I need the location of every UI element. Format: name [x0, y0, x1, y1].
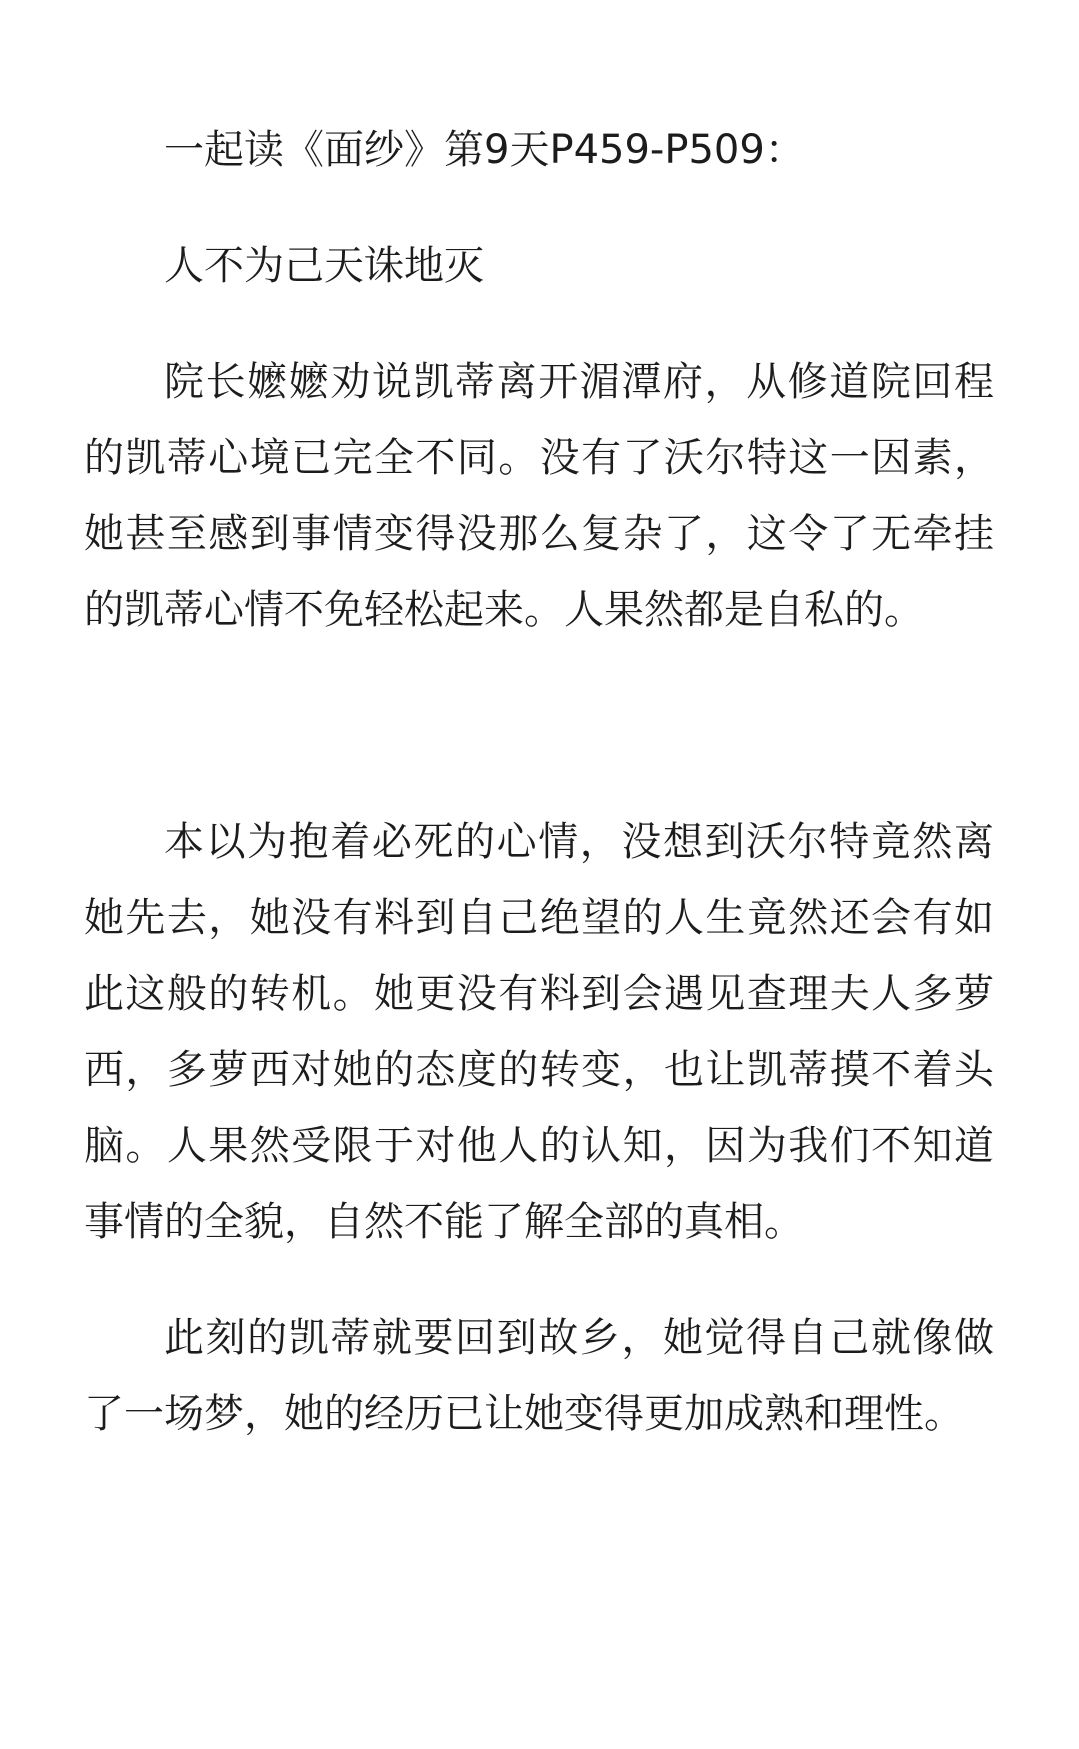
article-subtitle: 人不为己天诛地灭 [164, 243, 484, 289]
paragraph-2: 本以为抱着必死的心情，没想到沃尔特竟然离她先去，她没有料到自己绝望的人生竟然还会有如此这般的转机。她更没有料到会遇见查理夫人多萝西，多萝西对她的态度的转变，也让凯蒂摸不着头脑。人果然受限于对他人的认知，因为我们不知道事情的全貌，自然不能了解全部的真相。 [84, 819, 994, 1245]
paragraph-3: 此刻的凯蒂就要回到故乡，她觉得自己就像做了一场梦，她的经历已让她变得更加成熟和理性。 [84, 1315, 994, 1437]
article [84, 112, 994, 1452]
paragraph-1: 院长嬷嬷劝说凯蒂离开湄潭府，从修道院回程的凯蒂心境已完全不同。没有了沃尔特这一因素，她甚至感到事情变得没那么复杂了，这令了无牵挂的凯蒂心情不免轻松起来。人果然都是自私的。 [84, 359, 994, 633]
article-title: 一起读《面纱》第9天P459-P509： [164, 127, 805, 173]
